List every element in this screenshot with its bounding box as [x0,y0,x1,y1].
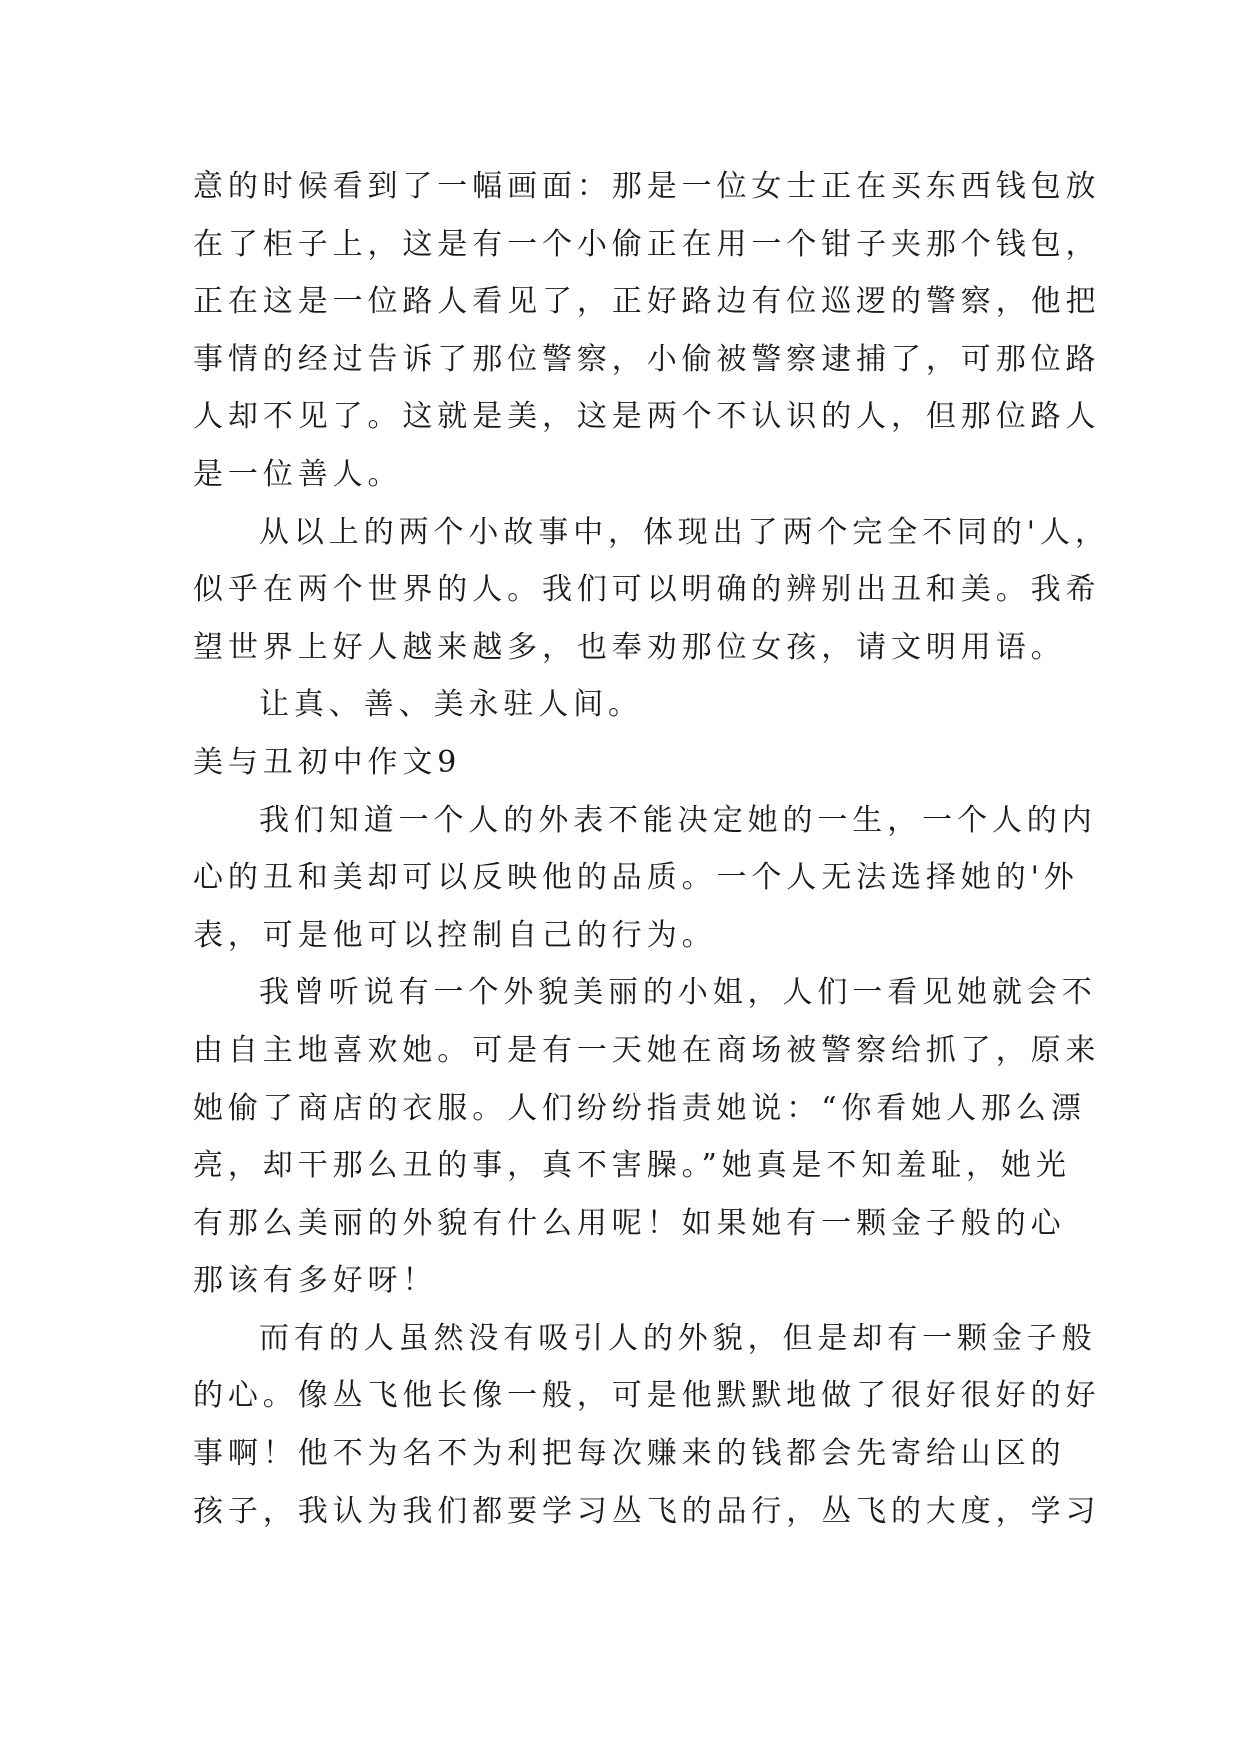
text-line: 有那么美丽的外貌有什么用呢！如果她有一颗金子般的心 [193,1205,1066,1241]
text-line: 在了柜子上，这是有一个小偷正在用一个钳子夹那个钱包， [193,226,1101,262]
text-line: 心的丑和美却可以反映他的品质。一个人无法选择她的'外 [193,860,1079,896]
text-line: 表，可是他可以控制自己的行为。 [193,917,717,953]
text-line: 从以上的两个小故事中，体现出了两个完全不同的'人， [259,514,1110,550]
text-line: 人却不见了。这就是美，这是两个不认识的人，但那位路人 [193,399,1101,435]
text-line: 我们知道一个人的外表不能决定她的一生，一个人的内 [259,802,1097,838]
text-line: 亮，却干那么丑的事，真不害臊。”她真是不知羞耻，她光 [193,1148,1071,1184]
text-line: 她偷了商店的衣服。人们纷纷指责她说：“你看她人那么漂 [193,1090,1086,1126]
text-line: 似乎在两个世界的人。我们可以明确的辨别出丑和美。我希 [193,572,1101,608]
section-heading: 美与丑初中作文9 [193,744,462,780]
text-line: 孩子，我认为我们都要学习丛飞的品行，丛飞的大度，学习 [193,1493,1101,1529]
text-line: 望世界上好人越来越多，也奉劝那位女孩，请文明用语。 [193,629,1066,665]
text-line: 我曾听说有一个外貌美丽的小姐，人们一看见她就会不 [259,975,1097,1011]
text-line: 的心。像丛飞他长像一般，可是他默默地做了很好很好的好 [193,1378,1101,1414]
text-line: 而有的人虽然没有吸引人的外貌，但是却有一颗金子般 [259,1320,1097,1356]
essay-text [193,158,1110,1540]
text-line: 由自主地喜欢她。可是有一天她在商场被警察给抓了，原来 [193,1032,1101,1068]
text-line: 是一位善人。 [193,456,403,492]
text-line: 意的时候看到了一幅画面：那是一位女士正在买东西钱包放 [193,169,1101,204]
text-line: 那该有多好呀！ [193,1263,438,1299]
text-line: 让真、善、美永驻人间。 [259,687,643,723]
text-line: 正在这是一位路人看见了，正好路边有位巡逻的警察，他把 [193,284,1101,320]
text-line: 事啊！他不为名不为利把每次赚来的钱都会先寄给山区的 [193,1436,1066,1472]
text-line: 事情的经过告诉了那位警察，小偷被警察逮捕了，可那位路 [193,341,1101,377]
